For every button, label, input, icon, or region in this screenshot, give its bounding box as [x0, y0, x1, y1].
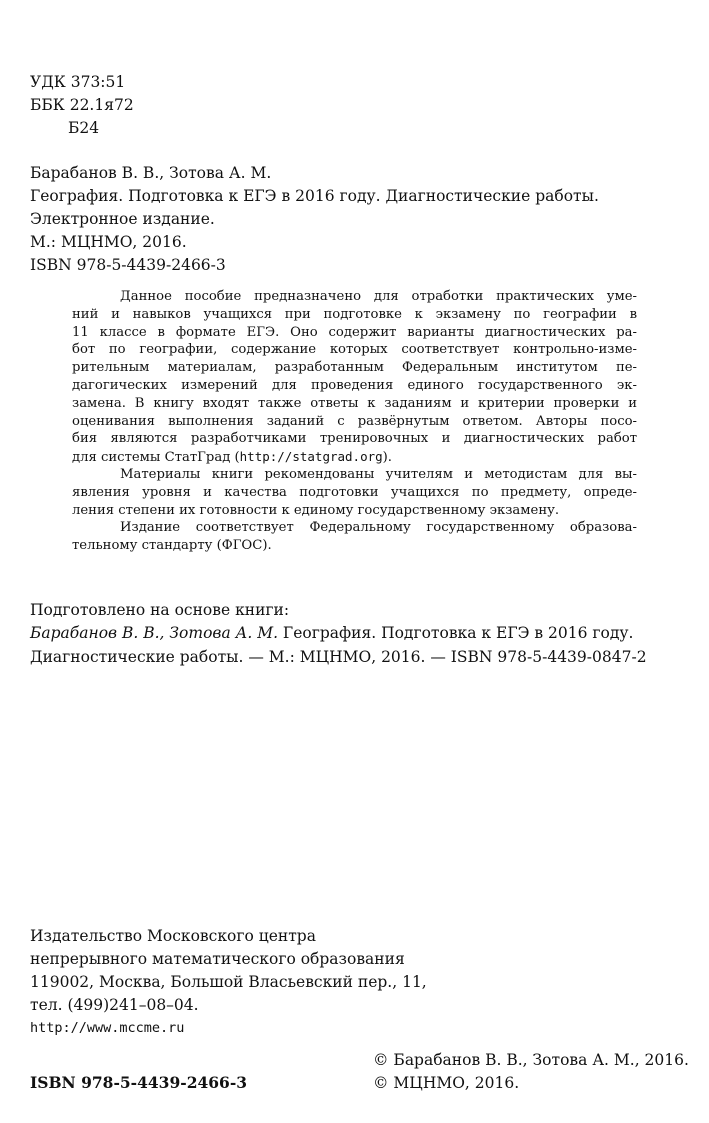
bbk: ББК 22.1я72 — [30, 96, 134, 114]
abstract-line: дагогических измерений для проведения единого государственного эк- — [72, 377, 637, 393]
record-publisher: М.: МЦНМО, 2016. — [30, 233, 187, 251]
imprint-line: Издательство Московского центра — [30, 927, 316, 945]
imprint-line: непрерывного математического образования — [30, 950, 405, 968]
abstract-line: тельному стандарту (ФГОС). — [72, 538, 272, 554]
abstract-line: Данное пособие предназначено для отработки практических уме- — [120, 289, 637, 304]
abstract-line — [72, 448, 637, 466]
based-on-title: География. Подготовка к ЕГЭ в 2016 году. — [278, 624, 634, 642]
abstract-line: замена. В книгу входят также ответы к заданиям и критерии проверки и — [72, 395, 637, 411]
abstract-line: явления уровня и качества подготовки учащихся по предмету, опреде- — [72, 484, 637, 500]
author-code: Б24 — [68, 119, 100, 137]
imprint-line: 119002, Москва, Большой Власьевский пер., 11, — [30, 973, 427, 991]
based-on-line2: Диагностические работы. — М.: МЦНМО, 2016. — ISBN 978-5-4439-0847-2 — [30, 648, 647, 666]
record-edition: Электронное издание. — [30, 210, 215, 228]
based-on-citation — [30, 624, 633, 642]
footer-isbn: ISBN 978-5-4439-2466-3 — [30, 1073, 248, 1092]
record-title: География. Подготовка к ЕГЭ в 2016 году. Диагностические работы. — [30, 187, 599, 205]
based-on-label: Подготовлено на основе книги: — [30, 601, 290, 619]
abstract-text: ). — [382, 450, 392, 466]
abstract-line: Материалы книги рекомендованы учителям и методистам для вы- — [120, 466, 637, 482]
record-authors: Барабанов В. В., Зотова А. М. — [30, 164, 272, 182]
statgrad-link[interactable]: http://statgrad.org — [239, 449, 383, 465]
abstract-line: Издание соответствует Федеральному государственному образова- — [120, 520, 637, 536]
abstract — [72, 288, 637, 555]
abstract-line: оценивания выполнения заданий с развёрнутым ответом. Авторы посо- — [72, 413, 637, 429]
abstract-line: ления степени их готовности к единому государственному экзамену. — [72, 502, 560, 518]
copyright-publisher: © МЦНМО, 2016. — [373, 1074, 520, 1092]
imprint-line: тел. (499)241–08–04. — [30, 996, 199, 1014]
record-isbn: ISBN 978-5-4439-2466-3 — [30, 256, 226, 274]
mccme-link[interactable]: http://www.mccme.ru — [30, 1020, 185, 1036]
udk: УДК 373:51 — [30, 73, 126, 91]
copyright-authors: © Барабанов В. В., Зотова А. М., 2016. — [373, 1051, 689, 1069]
abstract-line: ний и навыков учащихся при подготовке к экзамену по географии в — [72, 306, 637, 322]
abstract-line: рительным материалам, разработанным Федеральным институтом пе- — [72, 360, 637, 376]
abstract-line: бия являются разработчиками тренировочных и диагностических работ — [72, 431, 637, 447]
abstract-text: для системы СтатГрад ( — [72, 450, 240, 466]
abstract-line: 11 классе в формате ЕГЭ. Оно содержит варианты диагностических ра- — [72, 324, 637, 340]
abstract-line: бот по географии, содержание которых соответствует контрольно-изме- — [72, 342, 637, 358]
based-on-authors: Барабанов В. В., Зотова А. М. — [30, 624, 278, 642]
